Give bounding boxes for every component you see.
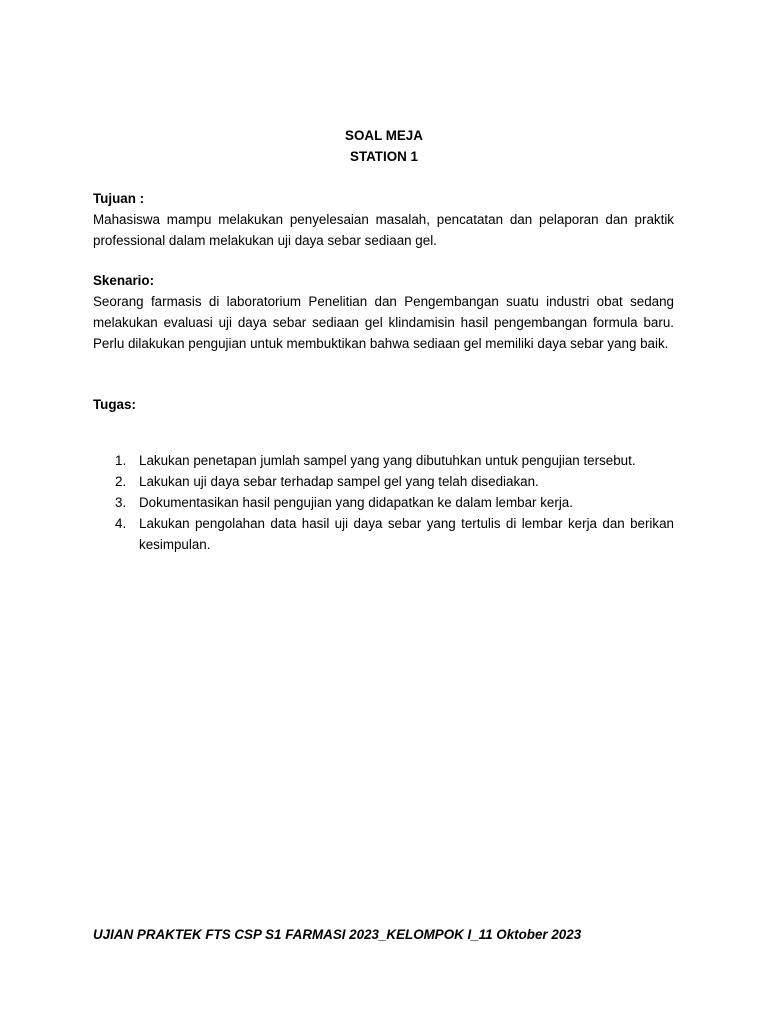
task-item xyxy=(93,492,674,513)
task-list xyxy=(93,450,674,555)
task-text: Lakukan pengolahan data hasil uji daya sebar yang tertulis di lembar kerja dan berikan kesimpulan. xyxy=(139,516,674,552)
task-text: Lakukan uji daya sebar terhadap sampel gel yang telah disediakan. xyxy=(139,474,539,489)
section-skenario xyxy=(93,270,674,354)
skenario-body: Seorang farmasis di laboratorium Penelitian dan Pengembangan suatu industri obat sedang melakukan evaluasi uji daya sebar sediaan gel klindamisin hasil pengembangan formula baru. Perlu dilakukan pengujian untuk membuktikan bahwa sediaan gel memiliki daya sebar yang baik. xyxy=(93,294,674,351)
task-text: Dokumentasikan hasil pengujian yang didapatkan ke dalam lembar kerja. xyxy=(139,495,573,510)
document-subtitle: STATION 1 xyxy=(350,149,418,164)
tujuan-heading: Tujuan : xyxy=(93,191,145,206)
skenario-heading: Skenario: xyxy=(93,273,155,288)
task-item xyxy=(93,513,674,555)
task-number: 1. xyxy=(115,453,127,468)
tujuan-body: Mahasiswa mampu melakukan penyelesaian masalah, pencatatan dan pelaporan dan praktik professional dalam melakukan uji daya sebar sediaan gel. xyxy=(93,212,674,248)
task-item xyxy=(93,450,674,471)
document-footer: UJIAN PRAKTEK FTS CSP S1 FARMASI 2023_KELOMPOK I_11 Oktober 2023 xyxy=(93,927,582,942)
document-header xyxy=(0,125,768,167)
section-tugas xyxy=(93,394,674,415)
document-title: SOAL MEJA xyxy=(345,128,423,143)
section-tujuan xyxy=(93,188,674,251)
task-number: 3. xyxy=(115,495,127,510)
task-item xyxy=(93,471,674,492)
task-number: 4. xyxy=(115,516,127,531)
task-text: Lakukan penetapan jumlah sampel yang yang dibutuhkan untuk pengujian tersebut. xyxy=(139,453,636,468)
task-number: 2. xyxy=(115,474,127,489)
tugas-heading: Tugas: xyxy=(93,397,136,412)
